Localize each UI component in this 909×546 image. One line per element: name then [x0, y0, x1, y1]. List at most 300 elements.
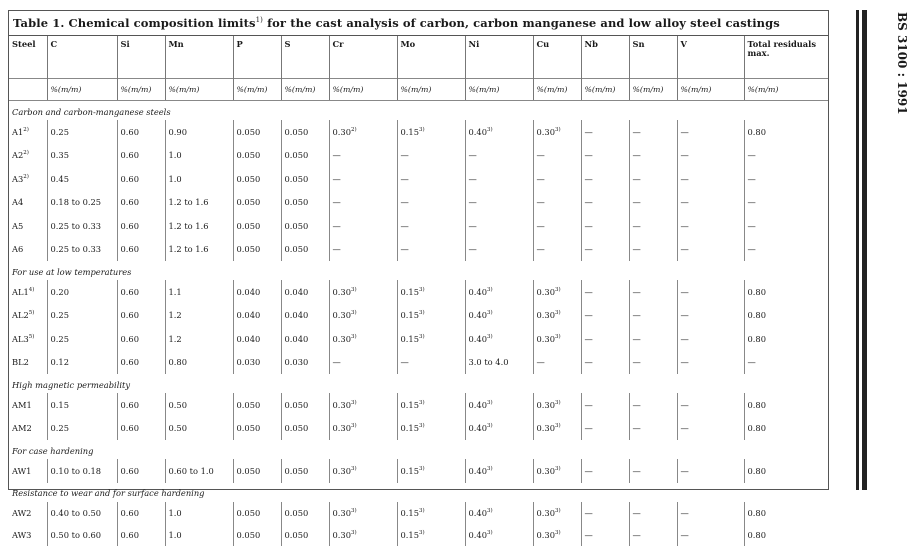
table-cell: —	[397, 167, 465, 191]
unit-cell: %(m/m)	[233, 79, 281, 101]
table-cell: —	[581, 238, 629, 262]
unit-cell: %(m/m)	[677, 79, 744, 101]
footnote-ref: 3)	[350, 507, 357, 514]
table-cell: —	[533, 167, 581, 191]
table-cell: 0.25	[47, 417, 117, 441]
table-cell: 0.050	[281, 238, 329, 262]
table-cell: 0.30$^{3)}$	[533, 120, 581, 144]
header-row	[9, 36, 828, 79]
unit-cell: %(m/m)	[744, 79, 828, 101]
table-cell: 0.40 to 0.50	[47, 502, 117, 524]
table-cell: —	[677, 459, 744, 483]
table-cell: 0.60	[117, 167, 165, 191]
table-cell: —	[397, 191, 465, 215]
table-cell: —	[581, 327, 629, 351]
section-title: Carbon and carbon-manganese steels	[12, 106, 171, 117]
table-cell: 0.050	[233, 191, 281, 215]
table-cell: 0.30$^{3)}$	[533, 417, 581, 441]
table-row	[9, 191, 828, 215]
table-cell: —	[533, 191, 581, 215]
unit-cell: %(m/m)	[165, 79, 233, 101]
table-cell: 0.80	[744, 417, 828, 441]
table-cell: 0.15$^{3)}$	[397, 327, 465, 351]
unit-cell: %(m/m)	[397, 79, 465, 101]
table-row	[9, 351, 828, 375]
table-row	[9, 502, 828, 524]
table-cell: 0.15$^{3)}$	[397, 459, 465, 483]
footnote-ref: 5)	[28, 333, 35, 340]
table-cell: —	[397, 238, 465, 262]
table-row	[9, 238, 828, 262]
table-cell: 0.40$^{3)}$	[465, 502, 533, 524]
table-cell: 0.15$^{3)}$	[397, 524, 465, 546]
table-cell: 0.30$^{3)}$	[329, 417, 397, 441]
table-cell: 0.15$^{3)}$	[397, 417, 465, 441]
table-cell: 0.15	[47, 393, 117, 417]
table-cell: —	[397, 351, 465, 375]
table-cell: —	[629, 327, 677, 351]
table-cell: 0.80	[165, 351, 233, 375]
table-cell: —	[677, 280, 744, 304]
table-cell: 0.60	[117, 327, 165, 351]
table-cell: 0.60	[117, 191, 165, 215]
footnote-ref: 3)	[554, 333, 561, 340]
table-row	[9, 120, 828, 144]
table-cell: —	[629, 351, 677, 375]
table-cell: —	[581, 459, 629, 483]
table-cell: —	[677, 238, 744, 262]
table-frame	[8, 10, 829, 540]
steel-designation: A5	[12, 220, 24, 231]
table-cell: 1.2	[165, 327, 233, 351]
steel-designation: AL3$^{5)}$	[12, 333, 35, 344]
table-cell: —	[677, 120, 744, 144]
footnote-ref: 3)	[486, 333, 493, 340]
table-cell: 0.18 to 0.25	[47, 191, 117, 215]
footnote-ref: 3)	[486, 310, 493, 317]
table-cell: 1.0	[165, 524, 233, 546]
footnote-ref: 3)	[418, 286, 425, 293]
table-cell: —	[677, 351, 744, 375]
section-row	[9, 374, 828, 393]
steel-designation: BL2	[12, 357, 29, 368]
steel-designation: AL1$^{4)}$	[12, 286, 35, 297]
footnote-ref: 3)	[418, 529, 425, 536]
footnote-ref: 2)	[23, 173, 29, 180]
table-cell: —	[581, 214, 629, 238]
table-cell: —	[581, 167, 629, 191]
section-row	[9, 261, 828, 280]
footnote-ref: 3)	[486, 507, 493, 514]
unit-cell: %(m/m)	[629, 79, 677, 101]
table-cell: —	[581, 502, 629, 524]
table-cell: 0.40$^{3)}$	[465, 120, 533, 144]
table-cell: 0.40$^{3)}$	[465, 304, 533, 328]
table-cell: 0.30$^{3)}$	[533, 524, 581, 546]
table-cell: —	[677, 502, 744, 524]
table-cell: —	[533, 351, 581, 375]
table-cell: —	[329, 351, 397, 375]
table-cell: —	[629, 280, 677, 304]
table-row	[9, 327, 828, 351]
table-cell: —	[677, 167, 744, 191]
steel-designation: A6	[12, 244, 24, 255]
column-header: Ni	[465, 36, 533, 79]
unit-cell: %(m/m)	[329, 79, 397, 101]
footnote-ref: 3)	[554, 126, 561, 133]
table-cell: —	[397, 214, 465, 238]
unit-cell: %(m/m)	[117, 79, 165, 101]
table-cell: —	[677, 214, 744, 238]
footnote-ref: 3)	[486, 399, 493, 406]
column-header: Mo	[397, 36, 465, 79]
table-cell: —	[744, 167, 828, 191]
column-header: P	[233, 36, 281, 79]
table-cell: —	[533, 214, 581, 238]
unit-cell	[9, 79, 47, 101]
composition-table	[9, 36, 828, 546]
table-cell: 0.80	[744, 459, 828, 483]
table-cell: —	[581, 280, 629, 304]
footnote-ref: 3)	[486, 465, 493, 472]
steel-designation: A4	[12, 197, 24, 208]
footnote-ref: 3)	[350, 310, 357, 317]
table-cell: 0.15$^{3)}$	[397, 393, 465, 417]
column-header: S	[281, 36, 329, 79]
unit-cell: %(m/m)	[533, 79, 581, 101]
table-cell: —	[329, 191, 397, 215]
table-cell: —	[629, 238, 677, 262]
table-cell: 0.30$^{3)}$	[533, 304, 581, 328]
footnote-ref: 3)	[486, 423, 493, 430]
table-cell: 0.60	[117, 304, 165, 328]
table-cell: 0.60	[117, 144, 165, 168]
table-cell: —	[744, 351, 828, 375]
table-cell: 0.050	[233, 459, 281, 483]
footnote-ref: 3)	[418, 423, 425, 430]
table-cell: —	[629, 144, 677, 168]
table-cell: —	[629, 214, 677, 238]
table-row	[9, 214, 828, 238]
table-cell: 0.80	[744, 120, 828, 144]
table-cell: —	[629, 459, 677, 483]
table-cell: 0.40$^{3)}$	[465, 524, 533, 546]
table-cell: 0.30$^{3)}$	[533, 327, 581, 351]
table-cell: 0.050	[281, 214, 329, 238]
footnote-ref: 3)	[418, 399, 425, 406]
table-cell: 0.25	[47, 304, 117, 328]
table-cell: 0.80	[744, 393, 828, 417]
table-cell: 0.050	[233, 417, 281, 441]
table-cell: 0.25	[47, 327, 117, 351]
column-header: Total residuals max.	[744, 36, 828, 79]
table-cell: 0.050	[281, 191, 329, 215]
table-cell: 0.40$^{3)}$	[465, 417, 533, 441]
footnote-ref: 3)	[350, 286, 357, 293]
table-cell: —	[581, 120, 629, 144]
table-cell: 0.60	[117, 351, 165, 375]
table-row	[9, 459, 828, 483]
footnote-ref: 3)	[554, 423, 561, 430]
table-cell: 0.15$^{3)}$	[397, 502, 465, 524]
footnote-ref: 3)	[486, 529, 493, 536]
table-cell: —	[629, 417, 677, 441]
table-cell: —	[629, 120, 677, 144]
table-cell: 0.30$^{3)}$	[329, 280, 397, 304]
table-cell: 0.30$^{3)}$	[533, 393, 581, 417]
table-cell: 0.050	[281, 417, 329, 441]
table-cell: 0.60	[117, 280, 165, 304]
table-cell: 0.050	[281, 459, 329, 483]
table-cell: 0.040	[233, 280, 281, 304]
footnote-ref: 2)	[23, 126, 29, 133]
section-row	[9, 101, 828, 121]
table-cell: 0.30$^{3)}$	[329, 524, 397, 546]
table-cell: 0.25 to 0.33	[47, 214, 117, 238]
footnote-ref: 5)	[28, 310, 35, 317]
table-cell: 0.40$^{3)}$	[465, 280, 533, 304]
table-cell: 0.030	[281, 351, 329, 375]
table-cell: —	[533, 144, 581, 168]
table-cell: —	[465, 191, 533, 215]
table-row	[9, 524, 828, 546]
table-cell: 0.050	[233, 167, 281, 191]
table-cell: 0.30$^{3)}$	[329, 393, 397, 417]
footnote-ref: 3)	[554, 465, 561, 472]
table-cell: —	[677, 191, 744, 215]
steel-designation: A3$^{2)}$	[12, 173, 29, 184]
table-cell: 0.050	[281, 502, 329, 524]
column-header: V	[677, 36, 744, 79]
table-cell: 0.040	[233, 327, 281, 351]
table-row	[9, 167, 828, 191]
table-cell: —	[581, 393, 629, 417]
footnote-ref: 3)	[486, 286, 493, 293]
table-cell: —	[744, 214, 828, 238]
footnote-ref: 3)	[554, 507, 561, 514]
table-cell: 0.050	[233, 238, 281, 262]
table-row	[9, 393, 828, 417]
table-cell: —	[329, 144, 397, 168]
table-cell: 0.60	[117, 459, 165, 483]
table-cell: —	[677, 524, 744, 546]
table-cell: 0.50 to 0.60	[47, 524, 117, 546]
table-cell: 0.60	[117, 238, 165, 262]
steel-designation: AW2	[12, 507, 32, 518]
table-cell: —	[677, 393, 744, 417]
table-cell: 0.80	[744, 524, 828, 546]
table-cell: 0.60	[117, 524, 165, 546]
table-cell: 0.30$^{3)}$	[533, 459, 581, 483]
table-cell: 0.040	[281, 280, 329, 304]
table-cell: —	[465, 214, 533, 238]
table-cell: 0.050	[233, 502, 281, 524]
steel-designation: AL2$^{5)}$	[12, 310, 35, 321]
table-title: Table 1. Chemical composition limits$^{1)}$ for the cast analysis of carbon, carbon manganese and low alloy steel castings	[13, 16, 780, 30]
table-cell: —	[581, 304, 629, 328]
table-cell: 0.030	[233, 351, 281, 375]
table-cell: —	[677, 417, 744, 441]
table-cell: —	[329, 167, 397, 191]
steel-designation: AW1	[12, 465, 32, 476]
table-row	[9, 280, 828, 304]
column-header: Sn	[629, 36, 677, 79]
table-cell: 0.15$^{3)}$	[397, 280, 465, 304]
table-cell: 1.1	[165, 280, 233, 304]
section-title: Resistance to wear and for surface hardening	[12, 488, 205, 498]
table-cell: 0.60	[117, 502, 165, 524]
column-header: Si	[117, 36, 165, 79]
table-cell: 1.2 to 1.6	[165, 214, 233, 238]
section-row	[9, 483, 828, 502]
table-cell: 0.45	[47, 167, 117, 191]
section-title: For case hardening	[12, 445, 94, 456]
section-title: For use at low temperatures	[12, 266, 132, 277]
table-cell: —	[465, 238, 533, 262]
table-cell: 0.40$^{3)}$	[465, 327, 533, 351]
column-header: Mn	[165, 36, 233, 79]
table-cell: 0.050	[233, 524, 281, 546]
table-cell: —	[581, 351, 629, 375]
table-cell: 0.80	[744, 304, 828, 328]
footnote-ref: 3)	[554, 286, 561, 293]
footnote-ref: 3)	[486, 126, 493, 133]
table-cell: 0.50	[165, 417, 233, 441]
table-cell: 0.050	[233, 393, 281, 417]
unit-cell: %(m/m)	[47, 79, 117, 101]
table-row	[9, 144, 828, 168]
table-cell: 1.0	[165, 502, 233, 524]
table-cell: 0.60 to 1.0	[165, 459, 233, 483]
steel-designation: A1$^{2)}$	[12, 126, 29, 137]
column-header: C	[47, 36, 117, 79]
footnote-ref: 3)	[418, 126, 425, 133]
table-cell: 0.30$^{3)}$	[329, 459, 397, 483]
table-cell: 0.25	[47, 120, 117, 144]
footnote-ref: 3)	[350, 333, 357, 340]
column-header: Cr	[329, 36, 397, 79]
table-cell: —	[581, 191, 629, 215]
table-cell: 1.0	[165, 167, 233, 191]
table-cell: 0.12	[47, 351, 117, 375]
table-cell: 0.50	[165, 393, 233, 417]
footnote-ref: 4)	[28, 286, 35, 293]
table-cell: 0.050	[281, 144, 329, 168]
table-cell: 0.60	[117, 393, 165, 417]
footnote-ref: 3)	[350, 529, 357, 536]
table-cell: 0.10 to 0.18	[47, 459, 117, 483]
footnote-ref: 3)	[554, 310, 561, 317]
table-cell: —	[677, 144, 744, 168]
table-cell: —	[629, 393, 677, 417]
table-cell: —	[629, 524, 677, 546]
table-cell: —	[677, 304, 744, 328]
table-cell: —	[329, 238, 397, 262]
table-cell: 1.2 to 1.6	[165, 191, 233, 215]
section-row	[9, 440, 828, 459]
table-cell: —	[397, 144, 465, 168]
footnote-ref: 3)	[554, 399, 561, 406]
table-cell: 0.050	[281, 120, 329, 144]
table-cell: 0.60	[117, 214, 165, 238]
table-cell: —	[744, 191, 828, 215]
standard-reference: BS 3100 : 1991	[895, 12, 909, 115]
table-cell: —	[465, 167, 533, 191]
unit-cell: %(m/m)	[581, 79, 629, 101]
table-row	[9, 304, 828, 328]
column-header: Cu	[533, 36, 581, 79]
table-cell: 0.040	[281, 327, 329, 351]
table-cell: 0.30$^{3)}$	[329, 502, 397, 524]
table-cell: 1.2	[165, 304, 233, 328]
table-cell: 0.30$^{3)}$	[329, 304, 397, 328]
footnote-ref: 3)	[554, 529, 561, 536]
footnote-ref: 3)	[418, 333, 425, 340]
table-cell: —	[533, 238, 581, 262]
table-cell: 0.040	[233, 304, 281, 328]
unit-cell: %(m/m)	[465, 79, 533, 101]
table-cell: —	[581, 144, 629, 168]
table-cell: 0.050	[281, 393, 329, 417]
table-cell: 0.040	[281, 304, 329, 328]
table-cell: 0.90	[165, 120, 233, 144]
table-cell: 0.30$^{3)}$	[533, 280, 581, 304]
table-cell: 0.40$^{3)}$	[465, 459, 533, 483]
section-title: High magnetic permeability	[12, 379, 131, 390]
table-cell: 0.050	[281, 167, 329, 191]
table-cell: 0.60	[117, 417, 165, 441]
table-cell: 0.15$^{3)}$	[397, 304, 465, 328]
steel-designation: AM1	[12, 399, 32, 410]
steel-designation: A2$^{2)}$	[12, 150, 29, 161]
table-cell: 0.80	[744, 327, 828, 351]
footnote-ref: 3)	[350, 399, 357, 406]
table-cell: 1.2 to 1.6	[165, 238, 233, 262]
table-cell: —	[629, 304, 677, 328]
footnote-ref: 3)	[350, 423, 357, 430]
table-cell: 0.30$^{3)}$	[329, 327, 397, 351]
table-cell: 1.0	[165, 144, 233, 168]
steel-designation: AW3	[12, 529, 32, 540]
footnote-ref: 2)	[350, 126, 357, 133]
table-cell: —	[465, 144, 533, 168]
table-row	[9, 417, 828, 441]
footnote-ref: 3)	[350, 465, 357, 472]
table-cell: 0.15$^{3)}$	[397, 120, 465, 144]
table-cell: 0.30$^{2)}$	[329, 120, 397, 144]
table-cell: 0.60	[117, 120, 165, 144]
column-header: Nb	[581, 36, 629, 79]
table-cell: 0.050	[281, 524, 329, 546]
table-cell: —	[744, 238, 828, 262]
footnote-ref: 3)	[418, 465, 425, 472]
table-cell: 0.050	[233, 144, 281, 168]
table-cell: 0.80	[744, 502, 828, 524]
table-cell: 0.050	[233, 120, 281, 144]
table-cell: —	[629, 502, 677, 524]
table-cell: 0.80	[744, 280, 828, 304]
column-header: Steel	[12, 39, 36, 49]
footnote-ref: 2)	[23, 150, 29, 157]
table-cell: —	[329, 214, 397, 238]
table-cell: —	[677, 327, 744, 351]
table-cell: 0.30$^{3)}$	[533, 502, 581, 524]
steel-designation: AM2	[12, 423, 32, 434]
footnote-ref: 3)	[418, 507, 425, 514]
units-row	[9, 79, 828, 101]
table-cell: 0.40$^{3)}$	[465, 393, 533, 417]
footnote-ref: 3)	[418, 310, 425, 317]
